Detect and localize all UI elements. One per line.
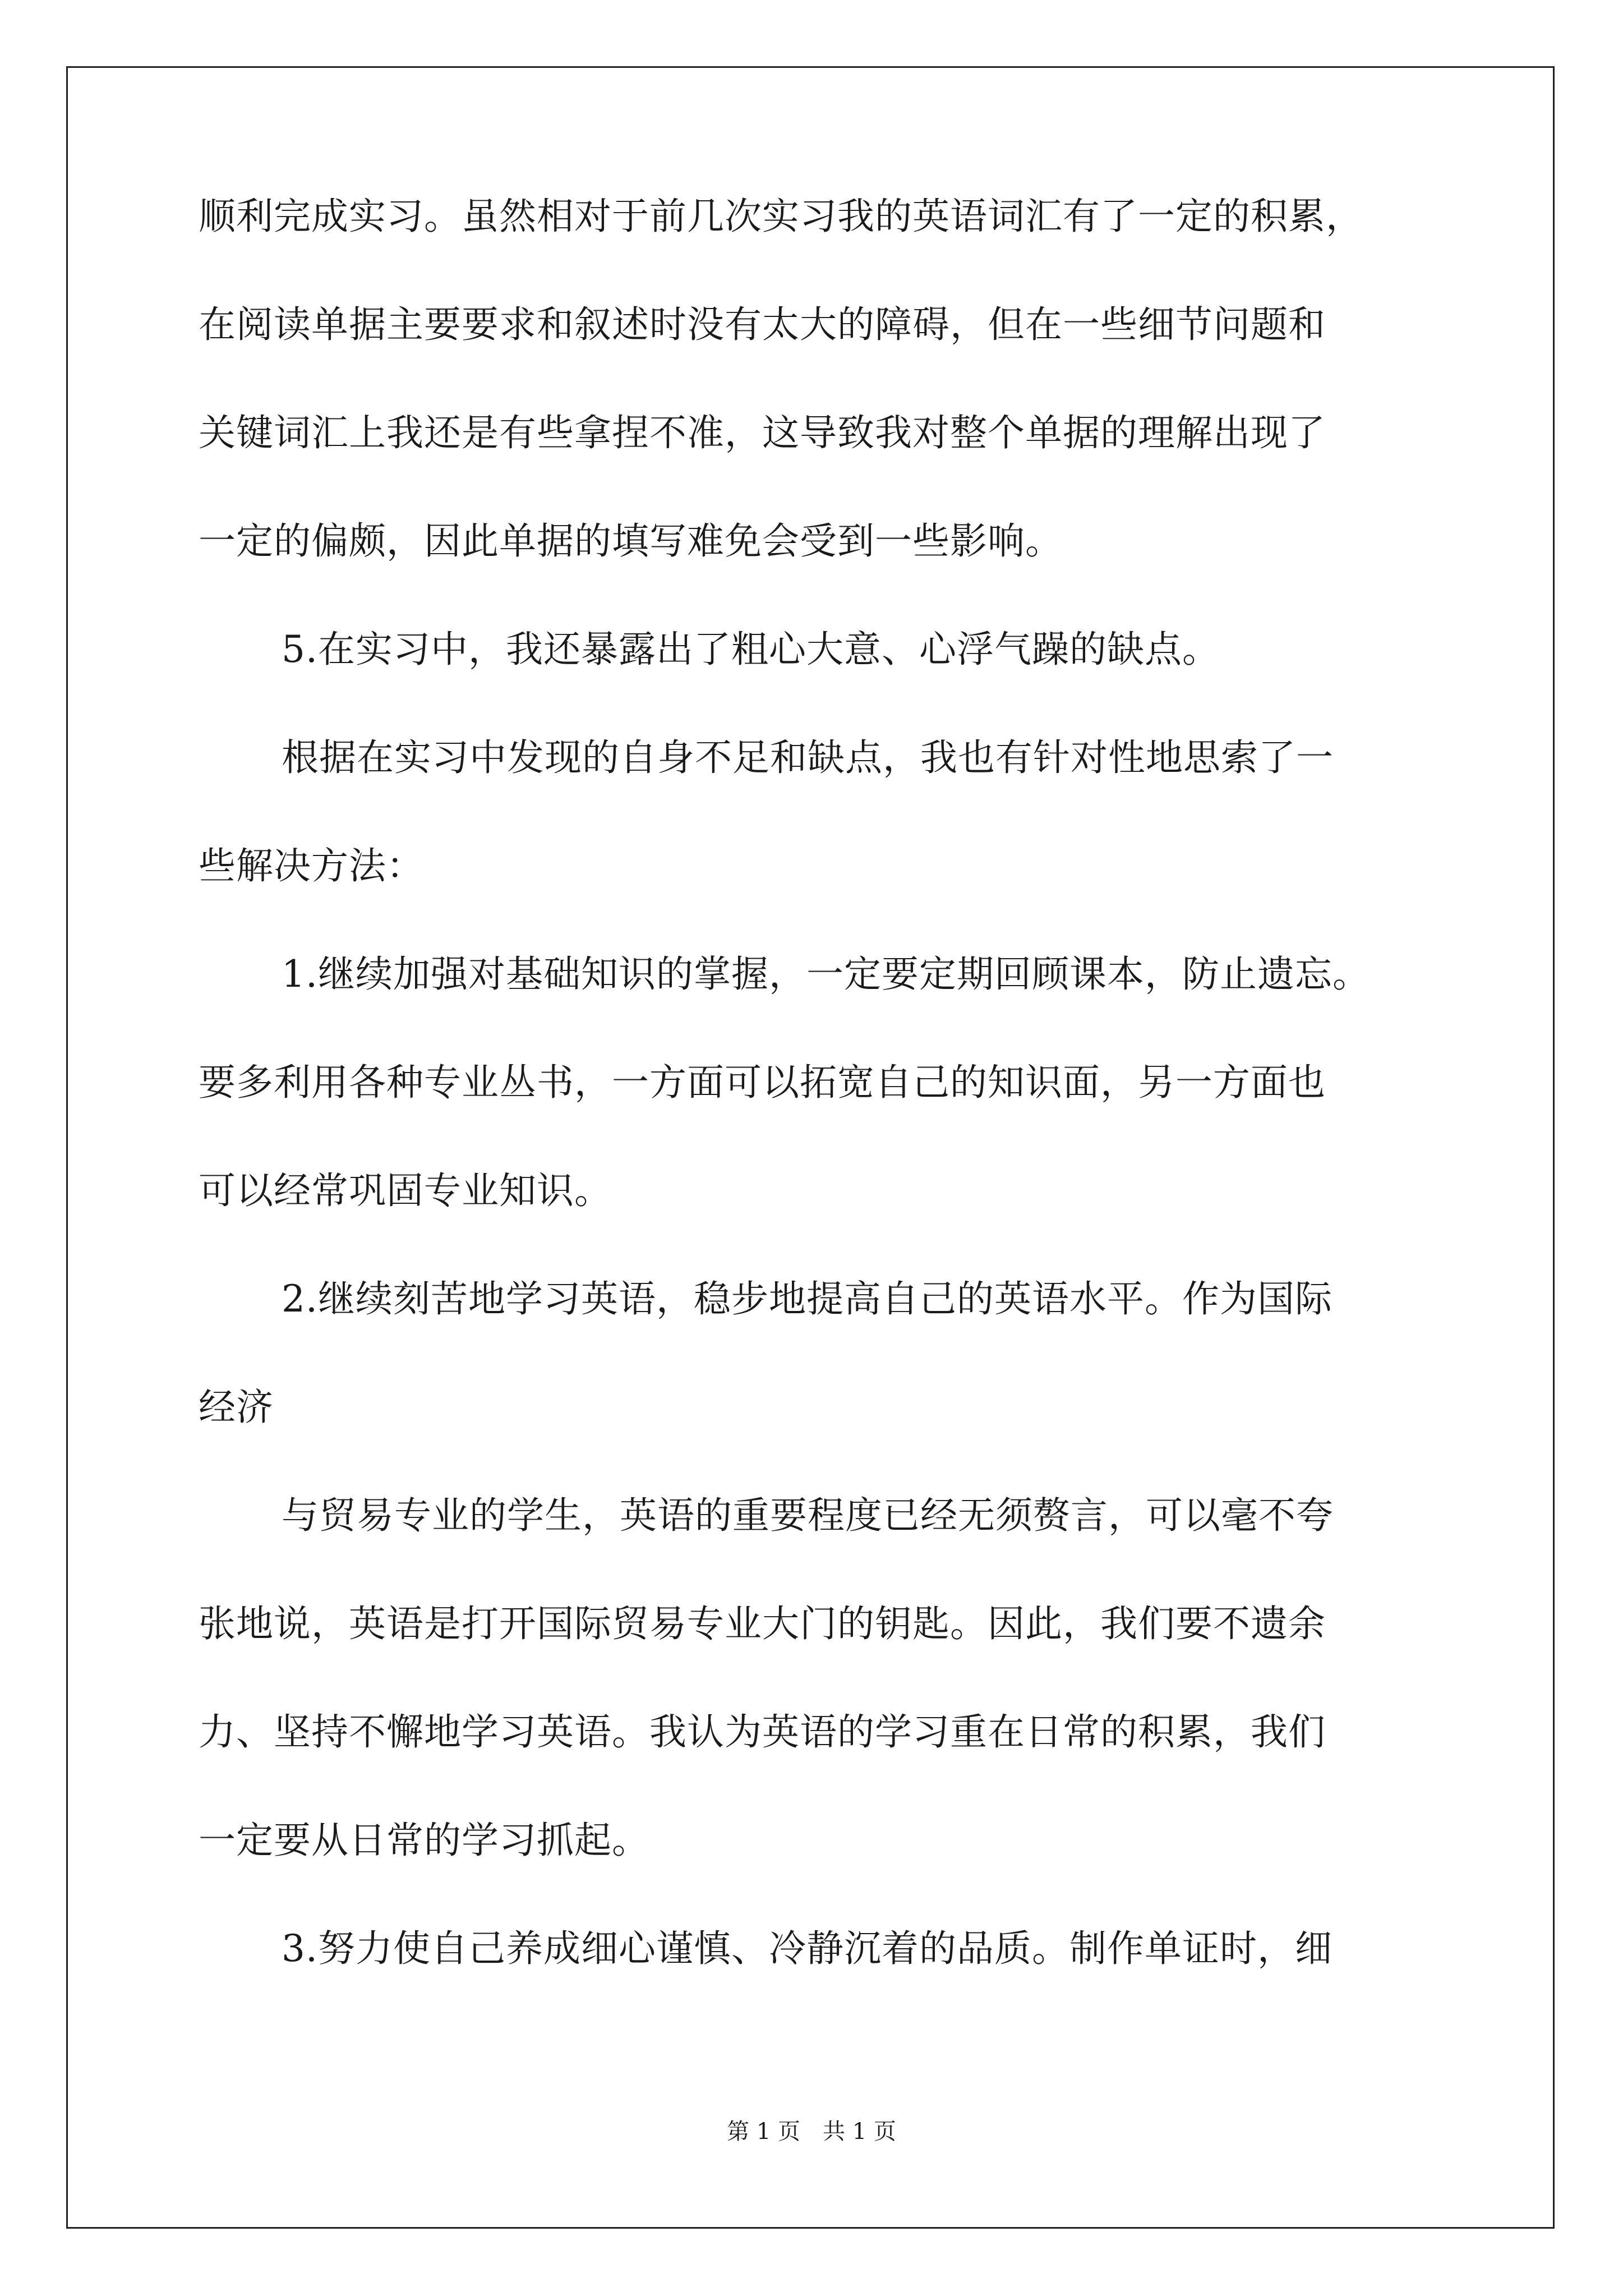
- text-line: 可以经常巩固专业知识。: [199, 1169, 612, 1212]
- text-line: 与贸易专业的学生，英语的重要程度已经无须赘言，可以毫不夸: [282, 1494, 1334, 1537]
- text-line: 一定要从日常的学习抓起。: [199, 1819, 649, 1862]
- text-line: 顺利完成实习。虽然相对于前几次实习我的英语词汇有了一定的积累，: [199, 195, 1363, 238]
- text-line: 5.在实习中，我还暴露出了粗心大意、心浮气躁的缺点。: [282, 628, 1220, 671]
- text-line: 3.努力使自己养成细心谨慎、冷静沉着的品质。制作单证时，细: [282, 1927, 1332, 1970]
- text-line: 一定的偏颇，因此单据的填写难免会受到一些影响。: [199, 519, 1063, 563]
- text-line: 要多利用各种专业丛书，一方面可以拓宽自己的知识面，另一方面也: [199, 1061, 1326, 1104]
- text-line: 张地说，英语是打开国际贸易专业大门的钥匙。因此，我们要不遗余: [199, 1602, 1326, 1645]
- text-line: 根据在实习中发现的自身不足和缺点，我也有针对性地思索了一: [282, 736, 1334, 779]
- text-line: 2.继续刻苦地学习英语，稳步地提高自己的英语水平。作为国际: [282, 1277, 1332, 1320]
- text-line: 关键词汇上我还是有些拿捏不准，这导致我对整个单据的理解出现了: [199, 411, 1326, 454]
- page-number-footer: 第 1 页 共 1 页: [727, 2119, 896, 2145]
- text-line: 些解决方法：: [199, 844, 424, 887]
- text-line: 经济: [199, 1386, 274, 1429]
- text-line: 在阅读单据主要要求和叙述时没有太大的障碍，但在一些细节问题和: [199, 303, 1326, 346]
- page-border: [66, 66, 1555, 2229]
- text-line: 力、坚持不懈地学习英语。我认为英语的学习重在日常的积累，我们: [199, 1710, 1326, 1754]
- text-line: 1.继续加强对基础知识的掌握，一定要定期回顾课本，防止遗忘。: [282, 953, 1370, 996]
